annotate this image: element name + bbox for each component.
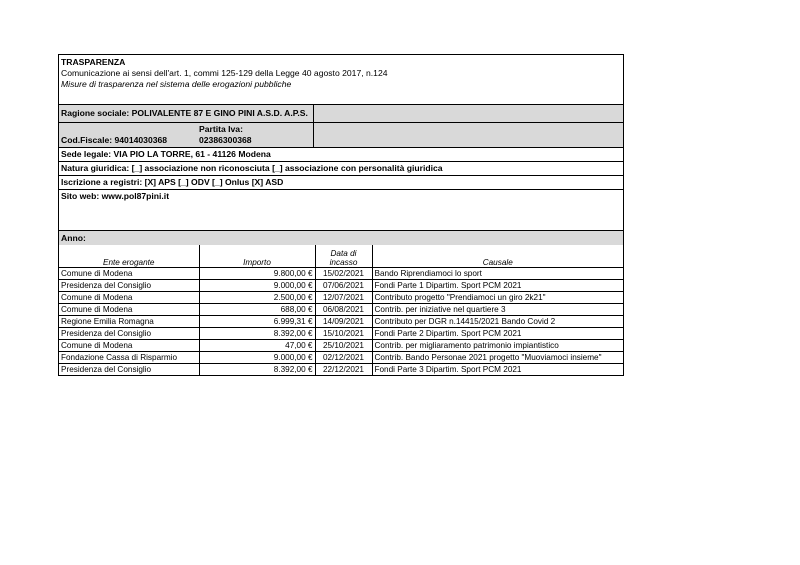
cod-fiscale: Cod.Fiscale: 94014030368	[61, 135, 168, 145]
causale-cell: Bando Riprendiamoci lo sport	[372, 268, 623, 280]
ragione-sociale-row	[59, 105, 623, 123]
form-title: TRASPARENZA	[61, 57, 126, 67]
ente-cell: Comune di Modena	[59, 340, 199, 352]
importo-cell: 9.000,00 €	[199, 280, 315, 292]
ente-cell: Regione Emilia Romagna	[59, 316, 199, 328]
table-row	[59, 280, 623, 292]
importo-cell: 47,00 €	[199, 340, 315, 352]
partita-iva-value: 02386300368	[199, 135, 252, 145]
natura-giuridica: Natura giuridica: [_] associazione non riconosciuta [_] associazione con personalità giuridica	[59, 162, 623, 176]
data-cell: 22/12/2021	[315, 364, 372, 376]
column-header-text: Data di incasso	[329, 249, 358, 267]
ente-cell: Comune di Modena	[59, 268, 199, 280]
data-cell: 15/10/2021	[315, 328, 372, 340]
table-row	[59, 328, 623, 340]
data-cell: 25/10/2021	[315, 340, 372, 352]
erogazioni-table	[59, 245, 623, 375]
causale-cell: Fondi Parte 3 Dipartim. Sport PCM 2021	[372, 364, 623, 376]
importo-cell: 9.000,00 €	[199, 352, 315, 364]
causale-cell: Contributo per DGR n.14415/2021 Bando Covid 2	[372, 316, 623, 328]
column-header: Importo	[199, 245, 315, 268]
ente-cell: Presidenza del Consiglio	[59, 364, 199, 376]
partita-iva-label: Partita Iva:	[199, 124, 243, 134]
table-header-row	[59, 245, 623, 268]
data-cell: 14/09/2021	[315, 316, 372, 328]
importo-cell: 8.392,00 €	[199, 364, 315, 376]
sito-web: Sito web: www.pol87pini.it	[59, 190, 623, 231]
table-row	[59, 364, 623, 376]
anno-label: Anno:	[59, 231, 623, 245]
column-header: Causale	[482, 258, 513, 267]
ente-cell: Presidenza del Consiglio	[59, 280, 199, 292]
ente-cell: Fondazione Cassa di Risparmio	[59, 352, 199, 364]
sede-legale: Sede legale: VIA PIO LA TORRE, 61 - 41126 Modena	[59, 148, 623, 162]
data-cell: 06/08/2021	[315, 304, 372, 316]
ente-cell: Presidenza del Consiglio	[59, 328, 199, 340]
ragione-sociale: Ragione sociale: POLIVALENTE 87 E GINO PINI A.S.D. A.P.S.	[59, 105, 314, 122]
table-row	[59, 352, 623, 364]
data-cell: 07/06/2021	[315, 280, 372, 292]
fiscal-row	[59, 123, 623, 148]
data-cell: 15/02/2021	[315, 268, 372, 280]
empty-cell	[314, 123, 623, 147]
table-row	[59, 304, 623, 316]
ente-cell: Comune di Modena	[59, 304, 199, 316]
importo-cell: 688,00 €	[199, 304, 315, 316]
empty-cell	[314, 105, 623, 122]
causale-cell: Fondi Parte 2 Dipartim. Sport PCM 2021	[372, 328, 623, 340]
table-row	[59, 268, 623, 280]
importo-cell: 9.800,00 €	[199, 268, 315, 280]
form-subtitle: Misure di trasparenza nel sistema delle erogazioni pubbliche	[61, 79, 292, 89]
causale-cell: Contributo progetto "Prendiamoci un giro 2k21"	[372, 292, 623, 304]
importo-cell: 8.392,00 €	[199, 328, 315, 340]
table-row	[59, 292, 623, 304]
column-header	[315, 245, 372, 268]
data-cell: 12/07/2021	[315, 292, 372, 304]
causale-cell: Contrib. per migliaramento patrimonio impiantistico	[372, 340, 623, 352]
importo-cell: 2.500,00 €	[199, 292, 315, 304]
partita-iva-cell	[197, 123, 314, 147]
transparency-form	[58, 54, 624, 376]
ente-cell: Comune di Modena	[59, 292, 199, 304]
data-cell: 02/12/2021	[315, 352, 372, 364]
table-row	[59, 340, 623, 352]
law-reference: Comunicazione ai sensi dell'art. 1, commi 125-129 della Legge 40 agosto 2017, n.124	[61, 68, 388, 78]
causale-cell: Fondi Parte 1 Dipartim. Sport PCM 2021	[372, 280, 623, 292]
causale-cell: Contrib. Bando Personae 2021 progetto "Muoviamoci insieme"	[372, 352, 623, 364]
iscrizione-registri: Iscrizione a registri: [X] APS [_] ODV [_] Onlus [X] ASD	[59, 176, 623, 190]
causale-cell: Contrib. per iniziative nel quartiere 3	[372, 304, 623, 316]
importo-cell: 6.999,31 €	[199, 316, 315, 328]
table-row	[59, 316, 623, 328]
header-block	[59, 55, 623, 105]
column-header: Ente erogante	[59, 245, 199, 268]
